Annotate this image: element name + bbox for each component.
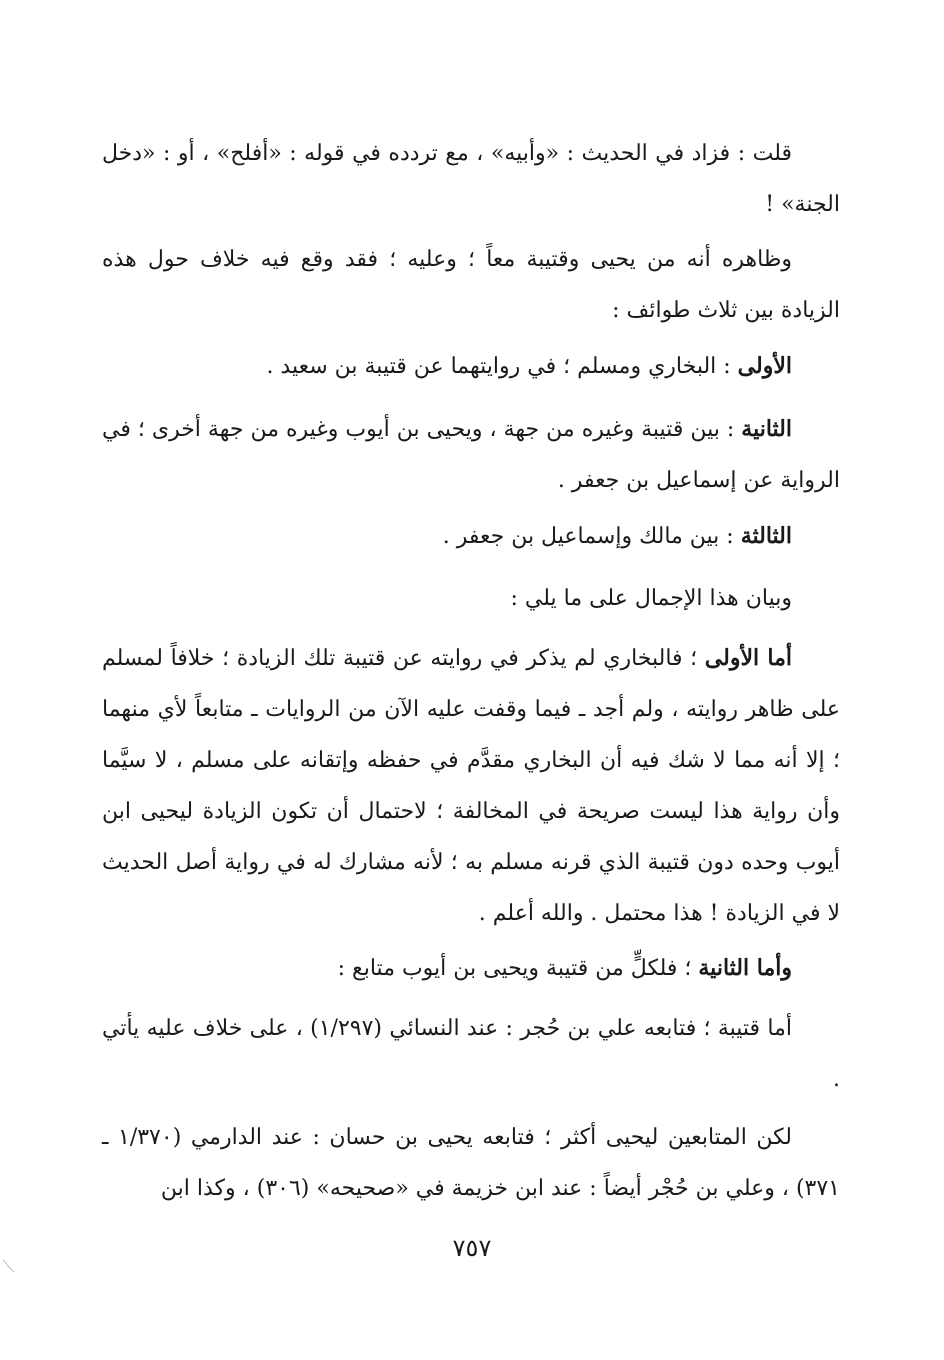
paragraph-4-heading: الثانية	[741, 416, 792, 442]
paragraph-1	[102, 128, 840, 230]
paragraph-1-text: قلت : فزاد في الحديث : «وأبيه» ، مع تردده في قوله : «أفلح» ، أو : «دخل الجنة» !	[102, 141, 840, 217]
paragraph-4	[102, 404, 840, 506]
paragraph-5	[102, 511, 840, 562]
paragraph-8-heading: وأما الثانية	[698, 955, 792, 981]
paragraph-7-text: ؛ فالبخاري لم يذكر في روايته عن قتيبة تلك الزيادة ؛ خلافاً لمسلم على ظاهر روايته ، ولم أجد ـ فيما وقفت عليه الآن من الروايات ـ متابعاً لأي منهما ؛ إلا أنه مما لا شك فيه أن البخاري مقدَّم في حفظه وإتقانه على مسلم ، لا سيَّما وأن رواية هذا ليست صريحة في المخالفة ؛ لاحتمال أن تكون الزيادة ليحيى ابن أيوب وحده دون قتيبة الذي قرنه مسلم به ؛ لأنه مشارك له في رواية أصل الحديث لا في الزيادة ! هذا محتمل . والله أعلم .	[102, 646, 840, 926]
paragraph-2-text: وظاهره أنه من يحيى وقتيبة معاً ؛ وعليه ؛ فقد وقع فيه خلاف حول هذه الزيادة بين ثلاث طوائف :	[102, 247, 840, 323]
paragraph-7	[102, 633, 840, 939]
paragraph-4-text: : بين قتيبة وغيره من جهة ، ويحيى بن أيوب وغيره من جهة أخرى ؛ في الرواية عن إسماعيل بن جعفر .	[102, 417, 840, 493]
paragraph-9	[102, 1003, 840, 1105]
paragraph-6-text: وبيان هذا الإجمال على ما يلي :	[510, 586, 792, 611]
paragraph-6	[102, 573, 840, 624]
paragraph-9-text: أما قتيبة ؛ فتابعه علي بن حُجر : عند النسائي (١/٢٩٧) ، على خلاف عليه يأتي .	[102, 1016, 840, 1092]
paragraph-3-heading: الأولى	[737, 353, 792, 379]
paragraph-2	[102, 234, 840, 336]
paragraph-7-heading: أما الأولى	[704, 645, 792, 671]
paragraph-3	[102, 341, 840, 392]
page-number: ٧٥٧	[452, 1234, 492, 1262]
paragraph-5-text: : بين مالك وإسماعيل بن جعفر .	[442, 524, 741, 549]
paragraph-5-heading: الثالثة	[740, 523, 792, 549]
paragraph-8-text: ؛ فلكلٍّ من قتيبة ويحيى بن أيوب متابع :	[337, 956, 699, 981]
paragraph-10	[102, 1112, 840, 1214]
paragraph-10-text: لكن المتابعين ليحيى أكثر ؛ فتابعه يحيى بن حسان : عند الدارمي (١/٣٧٠ ـ ٣٧١) ، وعلي بن حُجْر أيضاً : عند ابن خزيمة في «صحيحه» (٣٠٦) ، وكذا ابن	[102, 1125, 840, 1201]
scan-speck	[2, 1258, 16, 1274]
paragraph-8	[102, 943, 840, 994]
paragraph-3-text: : البخاري ومسلم ؛ في روايتهما عن قتيبة بن سعيد .	[266, 354, 738, 379]
